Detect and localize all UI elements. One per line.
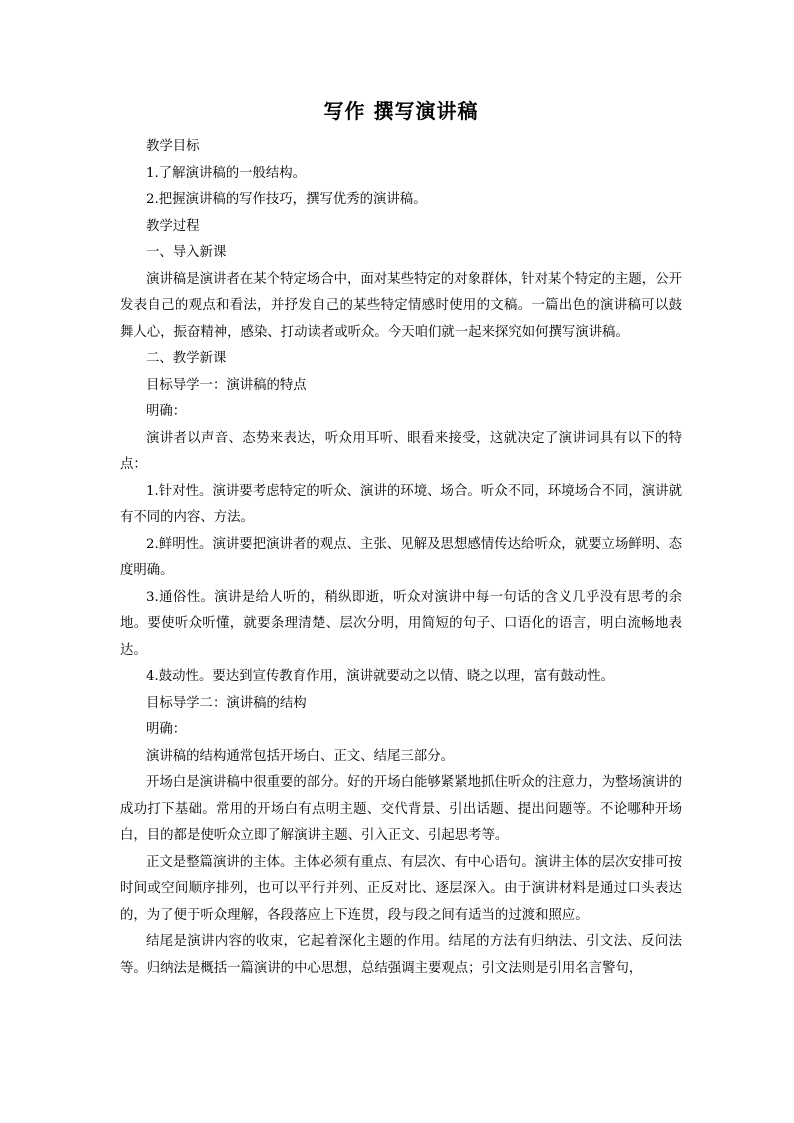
goal-heading: 教学目标 (146, 139, 200, 154)
feature-intro-paragraph: 演讲者以声音、态势来表达，听众用耳听、眼看来接受，这就决定了演讲词具有以下的特点： (120, 430, 682, 472)
structure-intro-paragraph: 演讲稿的结构通常包括开场白、正文、结尾三部分。 (146, 748, 454, 764)
feature-1-paragraph: 1.针对性。演讲要考虑特定的听众、演讲的环境、场合。听众不同，环境场合不同，演讲就有不同的内容、方法。 (120, 483, 682, 525)
intro-paragraph: 演讲稿是演讲者在某个特定场合中，面对某些特定的对象群体，针对某个特定的主题，公开发表自己的观点和看法，并抒发自己的某些特定情感时使用的文稿。一篇出色的演讲稿可以鼓舞人心，振奋精神，感染、打动读者或听众。今天咱们就一起来探究如何撰写演讲稿。 (120, 271, 682, 340)
page-title: 写作 撰写演讲稿 (323, 99, 479, 123)
goal-item-2: 2.把握演讲稿的写作技巧，撰写优秀的演讲稿。 (146, 192, 427, 207)
goal-item-1: 1.了解演讲稿的一般结构。 (146, 165, 307, 181)
clarify-label-1: 明确： (146, 404, 187, 419)
target-1-heading: 目标导学一：演讲稿的特点 (146, 377, 307, 393)
clarify-label-2: 明确： (146, 722, 187, 737)
opening-paragraph: 开场白是演讲稿中很重要的部分。好的开场白能够紧紧地抓住听众的注意力，为整场演讲的成功打下基础。常用的开场白有点明主题、交代背景、引出话题、提出问题等。不论哪种开场白，目的都是使听众立即了解演讲主题、引入正文、引起思考等。 (120, 775, 682, 843)
feature-4-paragraph: 4.鼓动性。要达到宣传教育作用，演讲就要动之以情、晓之以理，富有鼓动性。 (146, 669, 615, 684)
process-heading: 教学过程 (146, 218, 200, 234)
body-paragraph: 正文是整篇演讲的主体。主体必须有重点、有层次、有中心语句。演讲主体的层次安排可按时间或空间顺序排列，也可以平行并列、正反对比、逐层深入。由于演讲材料是通过口头表达的，为了便于听众理解，各段落应上下连贯，段与段之间有适当的过渡和照应。 (120, 854, 682, 923)
document-page (120, 96, 682, 982)
feature-2-paragraph: 2.鲜明性。演讲要把演讲者的观点、主张、见解及思想感情传达给听众，就要立场鲜明、态度明确。 (120, 536, 682, 578)
section-new-lesson-heading: 二、教学新课 (146, 351, 227, 366)
feature-3-paragraph: 3.通俗性。演讲是给人听的，稍纵即逝，听众对演讲中每一句话的含义几乎没有思考的余地。要使听众听懂，就要条理清楚、层次分明，用简短的句子、口语化的语言，明白流畅地表达。 (120, 589, 682, 658)
target-2-heading: 目标导学二：演讲稿的结构 (146, 695, 307, 711)
section-intro-heading: 一、导入新课 (146, 245, 227, 260)
ending-paragraph: 结尾是演讲内容的收束，它起着深化主题的作用。结尾的方法有归纳法、引文法、反问法等。归纳法是概括一篇演讲的中心思想，总结强调主要观点；引文法则是引用名言警句， (120, 934, 682, 976)
